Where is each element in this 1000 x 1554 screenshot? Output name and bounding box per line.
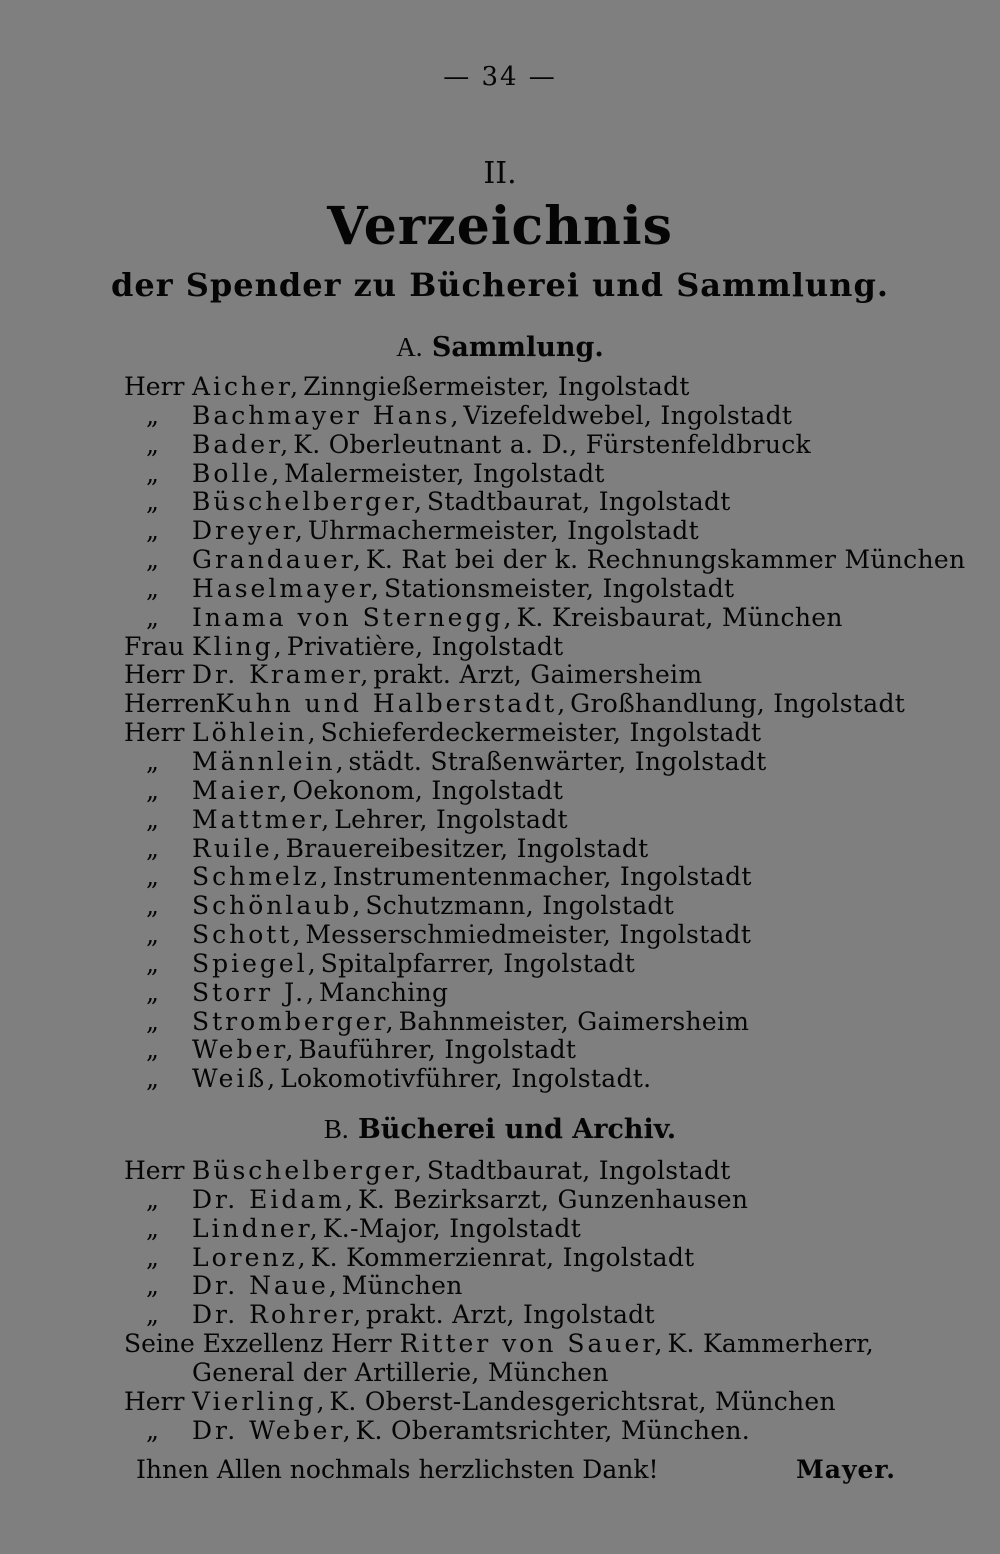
donor-title: Privatière, Ingolstadt bbox=[286, 631, 564, 661]
list-item bbox=[124, 689, 984, 718]
list-item bbox=[124, 718, 984, 747]
list-item bbox=[124, 574, 984, 603]
donor-title: K. Oberst-Landesgerichtsrat, München bbox=[329, 1386, 836, 1416]
donor-title: Bahnmeister, Gaimersheim bbox=[398, 1006, 750, 1036]
entry-salutation: „ bbox=[146, 458, 159, 488]
list-item bbox=[124, 372, 984, 401]
section-heading-buecherei bbox=[0, 1114, 1000, 1145]
entry-salutation: „ bbox=[146, 833, 159, 863]
donor-title: Bauführer, Ingolstadt bbox=[298, 1035, 577, 1065]
list-item bbox=[124, 1185, 984, 1214]
entry-salutation: Herr bbox=[124, 1386, 185, 1416]
list-item bbox=[124, 1156, 984, 1185]
list-item bbox=[124, 747, 984, 776]
donor-title: Stadtbaurat, Ingolstadt bbox=[426, 487, 731, 517]
donor-name: Dr. Rohrer, bbox=[192, 1300, 365, 1330]
list-item bbox=[124, 1035, 984, 1064]
donor-name: Lorenz, bbox=[192, 1242, 309, 1272]
closing-line bbox=[136, 1455, 896, 1484]
entry-salutation: Herr bbox=[124, 372, 185, 401]
donor-title: Großhandlung, Ingolstadt bbox=[570, 689, 906, 719]
list-item bbox=[124, 949, 984, 978]
donor-name: Haselmayer, bbox=[192, 573, 383, 603]
donor-name: Dr. Kramer, bbox=[192, 660, 372, 690]
entry-salutation: „ bbox=[146, 1300, 159, 1330]
donor-title: Manching bbox=[319, 977, 449, 1007]
entry-salutation: „ bbox=[146, 429, 159, 459]
donor-name: Vierling, bbox=[192, 1386, 328, 1416]
page-number: — 34 — bbox=[443, 62, 557, 92]
entry-salutation: „ bbox=[146, 400, 159, 430]
donor-title: K. Bezirksarzt, Gunzenhausen bbox=[357, 1184, 749, 1214]
donor-name: Maier, bbox=[192, 775, 291, 805]
donor-title: Stationsmeister, Ingolstadt bbox=[384, 573, 735, 603]
donor-title: Uhrmachermeister, Ingolstadt bbox=[307, 516, 699, 546]
entry-salutation: Seine Exzellenz Herr bbox=[124, 1329, 392, 1359]
donor-name: Weiß, bbox=[192, 1064, 279, 1094]
donor-title: prakt. Arzt, Gaimersheim bbox=[373, 660, 703, 690]
donor-name: Bader, bbox=[192, 429, 292, 459]
entry-salutation: „ bbox=[146, 1006, 159, 1036]
donor-name: Ritter von Sauer, bbox=[399, 1329, 666, 1359]
entry-salutation: „ bbox=[146, 1064, 159, 1094]
donor-title: Schieferdeckermeister, Ingolstadt bbox=[320, 718, 762, 748]
entry-salutation: „ bbox=[146, 573, 159, 603]
list-item bbox=[124, 1064, 984, 1093]
list-item bbox=[124, 834, 984, 863]
entry-salutation: „ bbox=[146, 1035, 159, 1065]
entry-salutation: „ bbox=[146, 891, 159, 921]
donor-title: K. Rat bei der k. Rechnungskammer München bbox=[365, 545, 966, 575]
donor-name: Schott, bbox=[192, 920, 304, 950]
list-item bbox=[124, 1243, 984, 1272]
donor-name: Storr J., bbox=[192, 977, 318, 1007]
list-item bbox=[124, 487, 984, 516]
donor-title: Lokomotivführer, Ingolstadt. bbox=[280, 1064, 652, 1094]
list-item bbox=[124, 545, 984, 574]
donor-title: K. Oberamtsrichter, München. bbox=[355, 1415, 750, 1445]
donor-title: Zinngießermeister, Ingolstadt bbox=[303, 372, 690, 401]
donor-name: Kling, bbox=[192, 631, 285, 661]
list-item bbox=[124, 1300, 984, 1329]
entry-salutation: Herr bbox=[124, 718, 185, 748]
donor-title: K.-Major, Ingolstadt bbox=[322, 1213, 582, 1243]
list-item bbox=[124, 603, 984, 632]
closing-text: Ihnen Allen nochmals herzlichsten Dank! bbox=[136, 1455, 659, 1484]
entry-salutation: „ bbox=[146, 804, 159, 834]
donor-title: K. Kammerherr, bbox=[667, 1329, 874, 1359]
list-item bbox=[124, 1329, 984, 1358]
entry-salutation: „ bbox=[146, 602, 159, 632]
donor-name: Schönlaub, bbox=[192, 891, 364, 921]
donor-title: Lehrer, Ingolstadt bbox=[334, 804, 568, 834]
donor-name: Bachmayer Hans, bbox=[192, 400, 462, 430]
list-item bbox=[124, 805, 984, 834]
section-title: Bücherei und Archiv. bbox=[357, 1114, 677, 1145]
donor-name: Ruile, bbox=[192, 833, 284, 863]
section-letter: B. bbox=[323, 1114, 349, 1144]
entry-salutation: „ bbox=[146, 545, 159, 575]
entry-salutation: „ bbox=[146, 920, 159, 950]
entry-salutation: „ bbox=[146, 1415, 159, 1445]
donor-name: Dr. Weber, bbox=[192, 1415, 354, 1445]
entry-salutation: „ bbox=[146, 1213, 159, 1243]
signature: Mayer. bbox=[796, 1455, 896, 1484]
donor-name: Grandauer, bbox=[192, 545, 364, 575]
donor-title: Vizefeldwebel, Ingolstadt bbox=[463, 400, 793, 430]
section-title: Sammlung. bbox=[431, 332, 604, 363]
list-item bbox=[124, 1271, 984, 1300]
entry-salutation: „ bbox=[146, 1184, 159, 1214]
list-item bbox=[124, 1416, 984, 1445]
donor-list-sammlung bbox=[124, 372, 984, 1093]
donor-name: Mattmer, bbox=[192, 804, 333, 834]
list-item bbox=[124, 920, 984, 949]
page-title: Verzeichnis bbox=[327, 196, 673, 257]
donor-name: Inama von Sternegg, bbox=[192, 602, 515, 632]
entry-salutation: „ bbox=[146, 1271, 159, 1301]
entry-salutation: „ bbox=[146, 977, 159, 1007]
donor-name: Löhlein, bbox=[192, 718, 319, 748]
donor-title: Messerschmiedmeister, Ingolstadt bbox=[305, 920, 752, 950]
list-item bbox=[124, 862, 984, 891]
list-item bbox=[124, 632, 984, 661]
list-item bbox=[124, 1358, 984, 1387]
entry-salutation: „ bbox=[146, 746, 159, 776]
donor-title: städt. Straßenwärter, Ingolstadt bbox=[348, 746, 767, 776]
donor-name: Aicher, bbox=[192, 372, 302, 401]
entry-salutation: Herren bbox=[124, 689, 216, 719]
donor-name: Schmelz, bbox=[192, 862, 331, 892]
entry-salutation: „ bbox=[146, 948, 159, 978]
donor-name: Lindner, bbox=[192, 1213, 321, 1243]
donor-list-buecherei bbox=[124, 1156, 984, 1444]
donor-title: Spitalpfarrer, Ingolstadt bbox=[320, 948, 636, 978]
donor-name: Weber, bbox=[192, 1035, 297, 1065]
donor-title: K. Kommerzienrat, Ingolstadt bbox=[310, 1242, 695, 1272]
donor-title: Schutzmann, Ingolstadt bbox=[365, 891, 675, 921]
entry-salutation: „ bbox=[146, 487, 159, 517]
entry-salutation: „ bbox=[146, 516, 159, 546]
donor-name: Spiegel, bbox=[192, 948, 319, 978]
donor-title: München bbox=[341, 1271, 463, 1301]
page-subtitle: der Spender zu Bücherei und Sammlung. bbox=[111, 266, 889, 304]
entry-salutation: Herr bbox=[124, 1156, 185, 1185]
entry-salutation: „ bbox=[146, 1242, 159, 1272]
list-item bbox=[124, 891, 984, 920]
section-letter: A. bbox=[396, 332, 423, 362]
list-item bbox=[124, 776, 984, 805]
donor-name: Büschelberger, bbox=[192, 1156, 425, 1185]
section-numeral: II. bbox=[483, 156, 517, 191]
list-item bbox=[124, 660, 984, 689]
donor-title: Instrumentenmacher, Ingolstadt bbox=[332, 862, 752, 892]
donor-title: Malermeister, Ingolstadt bbox=[284, 458, 605, 488]
donor-name: Männlein, bbox=[192, 746, 347, 776]
entry-salutation: Herr bbox=[124, 660, 185, 690]
donor-name: Büschelberger, bbox=[192, 487, 425, 517]
donor-title: K. Kreisbaurat, München bbox=[516, 602, 843, 632]
section-heading-sammlung bbox=[0, 332, 1000, 363]
donor-name: Stromberger, bbox=[192, 1006, 397, 1036]
donor-title: Oekonom, Ingolstadt bbox=[292, 775, 564, 805]
donor-name: Bolle, bbox=[192, 458, 283, 488]
donor-name: Dr. Naue, bbox=[192, 1271, 340, 1301]
donor-name: Kuhn und Halberstadt, bbox=[215, 689, 569, 719]
donor-name: Dreyer, bbox=[192, 516, 306, 546]
donor-title: Stadtbaurat, Ingolstadt bbox=[426, 1156, 731, 1185]
list-item bbox=[124, 516, 984, 545]
entry-salutation: Frau bbox=[124, 631, 185, 661]
entry-salutation: „ bbox=[146, 775, 159, 805]
donor-name: Dr. Eidam, bbox=[192, 1184, 356, 1214]
list-item bbox=[124, 1214, 984, 1243]
donor-title: prakt. Arzt, Ingolstadt bbox=[366, 1300, 655, 1330]
list-item bbox=[124, 1007, 984, 1036]
list-item bbox=[124, 978, 984, 1007]
list-item bbox=[124, 401, 984, 430]
entry-salutation: „ bbox=[146, 862, 159, 892]
list-item bbox=[124, 459, 984, 488]
list-item bbox=[124, 430, 984, 459]
donor-title: General der Artillerie, München bbox=[192, 1357, 609, 1387]
donor-title: Brauereibesitzer, Ingolstadt bbox=[285, 833, 649, 863]
donor-title: K. Oberleutnant a. D., Fürstenfeldbruck bbox=[293, 429, 812, 459]
list-item bbox=[124, 1387, 984, 1416]
